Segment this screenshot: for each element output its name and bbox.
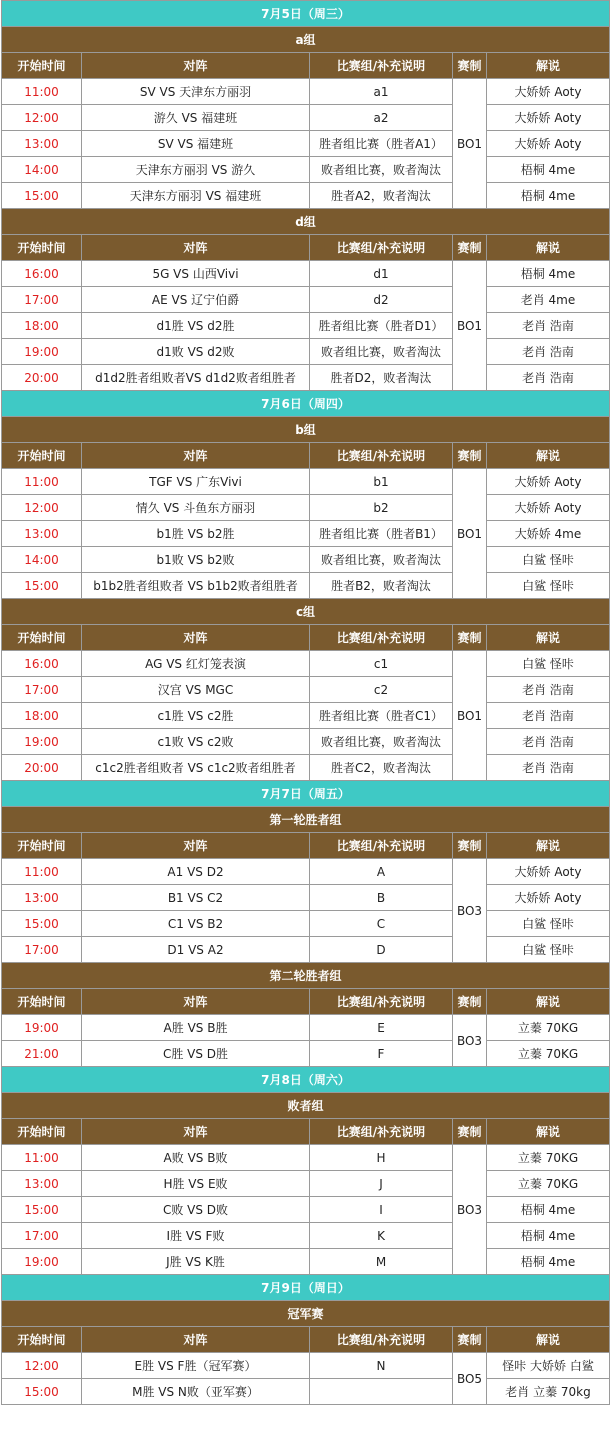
start-time: 18:00: [2, 313, 82, 339]
column-header-note: 比赛组/补充说明: [310, 443, 453, 469]
column-header-caster: 解说: [487, 1327, 610, 1353]
matchup: 汉宫 VS MGC: [82, 677, 310, 703]
table-row: [2, 1197, 610, 1223]
match-format: BO3: [453, 859, 487, 963]
column-header-note: 比赛组/补充说明: [310, 989, 453, 1015]
match-note: B: [310, 885, 453, 911]
casters: 老肖 浩南: [487, 729, 610, 755]
date-label: 7月8日（周六）: [2, 1067, 610, 1093]
column-header-match: 对阵: [82, 53, 310, 79]
casters: 白鲨 怪咔: [487, 651, 610, 677]
start-time: 15:00: [2, 1379, 82, 1405]
table-row: [2, 521, 610, 547]
casters: 梧桐 4me: [487, 261, 610, 287]
match-note: 胜者组比赛（胜者D1）: [310, 313, 453, 339]
column-header-format: 赛制: [453, 833, 487, 859]
group-row: [2, 599, 610, 625]
table-row: [2, 261, 610, 287]
column-header-row: [2, 833, 610, 859]
casters: 白鲨 怪咔: [487, 911, 610, 937]
start-time: 14:00: [2, 157, 82, 183]
matchup: C败 VS D败: [82, 1197, 310, 1223]
date-row: [2, 1, 610, 27]
date-row: [2, 1067, 610, 1093]
group-name: 第一轮胜者组: [2, 807, 610, 833]
column-header-note: 比赛组/补充说明: [310, 235, 453, 261]
match-note: c1: [310, 651, 453, 677]
table-row: [2, 287, 610, 313]
column-header-time: 开始时间: [2, 235, 82, 261]
start-time: 15:00: [2, 183, 82, 209]
start-time: 11:00: [2, 1145, 82, 1171]
match-note: 胜者C2，败者淘汰: [310, 755, 453, 781]
matchup: b1败 VS b2败: [82, 547, 310, 573]
table-row: [2, 573, 610, 599]
start-time: 16:00: [2, 261, 82, 287]
column-header-row: [2, 989, 610, 1015]
table-row: [2, 911, 610, 937]
start-time: 13:00: [2, 1171, 82, 1197]
table-row: [2, 651, 610, 677]
casters: 梧桐 4me: [487, 157, 610, 183]
casters: 大娇娇 Aoty: [487, 495, 610, 521]
group-name: 败者组: [2, 1093, 610, 1119]
table-row: [2, 183, 610, 209]
matchup: SV VS 天津东方丽羽: [82, 79, 310, 105]
match-note: I: [310, 1197, 453, 1223]
table-row: [2, 937, 610, 963]
column-header-match: 对阵: [82, 1119, 310, 1145]
casters: 老肖 浩南: [487, 677, 610, 703]
date-label: 7月7日（周五）: [2, 781, 610, 807]
column-header-match: 对阵: [82, 989, 310, 1015]
schedule-body: [2, 1, 610, 1405]
start-time: 19:00: [2, 1249, 82, 1275]
casters: 立蓁 70KG: [487, 1145, 610, 1171]
start-time: 17:00: [2, 937, 82, 963]
table-row: [2, 131, 610, 157]
column-header-match: 对阵: [82, 235, 310, 261]
table-row: [2, 157, 610, 183]
match-note: K: [310, 1223, 453, 1249]
column-header-time: 开始时间: [2, 1327, 82, 1353]
match-format: BO3: [453, 1015, 487, 1067]
start-time: 11:00: [2, 859, 82, 885]
column-header-match: 对阵: [82, 833, 310, 859]
start-time: 15:00: [2, 573, 82, 599]
column-header-time: 开始时间: [2, 833, 82, 859]
matchup: 情久 VS 斗鱼东方丽羽: [82, 495, 310, 521]
casters: 大娇娇 Aoty: [487, 859, 610, 885]
start-time: 17:00: [2, 677, 82, 703]
start-time: 19:00: [2, 1015, 82, 1041]
group-row: [2, 209, 610, 235]
match-note: 败者组比赛，败者淘汰: [310, 729, 453, 755]
casters: 怪咔 大娇娇 白鲨: [487, 1353, 610, 1379]
match-note: 败者组比赛，败者淘汰: [310, 547, 453, 573]
column-header-note: 比赛组/补充说明: [310, 625, 453, 651]
group-row: [2, 27, 610, 53]
matchup: J胜 VS K胜: [82, 1249, 310, 1275]
start-time: 17:00: [2, 1223, 82, 1249]
match-note: 胜者组比赛（胜者A1）: [310, 131, 453, 157]
start-time: 13:00: [2, 521, 82, 547]
casters: 老肖 浩南: [487, 365, 610, 391]
start-time: 14:00: [2, 547, 82, 573]
match-note: d1: [310, 261, 453, 287]
start-time: 13:00: [2, 885, 82, 911]
casters: 大娇娇 Aoty: [487, 79, 610, 105]
column-header-format: 赛制: [453, 1327, 487, 1353]
start-time: 11:00: [2, 469, 82, 495]
table-row: [2, 79, 610, 105]
group-name: d组: [2, 209, 610, 235]
matchup: 5G VS 山西Vivi: [82, 261, 310, 287]
table-row: [2, 547, 610, 573]
matchup: b1b2胜者组败者 VS b1b2败者组胜者: [82, 573, 310, 599]
column-header-time: 开始时间: [2, 443, 82, 469]
column-header-row: [2, 1119, 610, 1145]
casters: 梧桐 4me: [487, 183, 610, 209]
casters: 白鲨 怪咔: [487, 937, 610, 963]
match-note: d2: [310, 287, 453, 313]
start-time: 21:00: [2, 1041, 82, 1067]
match-note: a1: [310, 79, 453, 105]
column-header-time: 开始时间: [2, 989, 82, 1015]
column-header-row: [2, 53, 610, 79]
table-row: [2, 885, 610, 911]
group-name: b组: [2, 417, 610, 443]
group-name: 冠军赛: [2, 1301, 610, 1327]
start-time: 20:00: [2, 755, 82, 781]
matchup: B1 VS C2: [82, 885, 310, 911]
column-header-match: 对阵: [82, 625, 310, 651]
matchup: SV VS 福建班: [82, 131, 310, 157]
casters: 立蓁 70KG: [487, 1015, 610, 1041]
start-time: 12:00: [2, 1353, 82, 1379]
match-note: 胜者A2，败者淘汰: [310, 183, 453, 209]
match-note: 胜者组比赛（胜者B1）: [310, 521, 453, 547]
table-row: [2, 703, 610, 729]
matchup: d1d2胜者组败者VS d1d2败者组胜者: [82, 365, 310, 391]
column-header-caster: 解说: [487, 625, 610, 651]
match-note: D: [310, 937, 453, 963]
matchup: E胜 VS F胜（冠军赛）: [82, 1353, 310, 1379]
matchup: C胜 VS D胜: [82, 1041, 310, 1067]
column-header-match: 对阵: [82, 443, 310, 469]
column-header-row: [2, 443, 610, 469]
group-row: [2, 1093, 610, 1119]
column-header-note: 比赛组/补充说明: [310, 1119, 453, 1145]
casters: 大娇娇 Aoty: [487, 131, 610, 157]
match-note: b1: [310, 469, 453, 495]
matchup: AG VS 红灯笼表演: [82, 651, 310, 677]
table-row: [2, 313, 610, 339]
match-format: BO1: [453, 651, 487, 781]
table-row: [2, 365, 610, 391]
matchup: A1 VS D2: [82, 859, 310, 885]
column-header-note: 比赛组/补充说明: [310, 53, 453, 79]
group-row: [2, 807, 610, 833]
casters: 梧桐 4me: [487, 1197, 610, 1223]
table-row: [2, 1015, 610, 1041]
start-time: 19:00: [2, 729, 82, 755]
start-time: 16:00: [2, 651, 82, 677]
matchup: I胜 VS F败: [82, 1223, 310, 1249]
date-row: [2, 1275, 610, 1301]
date-label: 7月6日（周四）: [2, 391, 610, 417]
matchup: TGF VS 广东Vivi: [82, 469, 310, 495]
table-row: [2, 1171, 610, 1197]
column-header-caster: 解说: [487, 235, 610, 261]
matchup: d1败 VS d2败: [82, 339, 310, 365]
table-row: [2, 1041, 610, 1067]
casters: 老肖 浩南: [487, 339, 610, 365]
column-header-caster: 解说: [487, 1119, 610, 1145]
table-row: [2, 1353, 610, 1379]
table-row: [2, 469, 610, 495]
table-row: [2, 105, 610, 131]
casters: 老肖 立蓁 70kg: [487, 1379, 610, 1405]
match-note: [310, 1379, 453, 1405]
column-header-format: 赛制: [453, 443, 487, 469]
match-note: N: [310, 1353, 453, 1379]
column-header-row: [2, 625, 610, 651]
column-header-row: [2, 1327, 610, 1353]
column-header-time: 开始时间: [2, 625, 82, 651]
column-header-caster: 解说: [487, 989, 610, 1015]
matchup: M胜 VS N败（亚军赛）: [82, 1379, 310, 1405]
matchup: 天津东方丽羽 VS 游久: [82, 157, 310, 183]
column-header-caster: 解说: [487, 443, 610, 469]
table-row: [2, 495, 610, 521]
table-row: [2, 1379, 610, 1405]
date-label: 7月9日（周日）: [2, 1275, 610, 1301]
casters: 老肖 浩南: [487, 313, 610, 339]
match-note: 胜者B2，败者淘汰: [310, 573, 453, 599]
start-time: 17:00: [2, 287, 82, 313]
start-time: 19:00: [2, 339, 82, 365]
casters: 梧桐 4me: [487, 1223, 610, 1249]
group-row: [2, 1301, 610, 1327]
match-note: b2: [310, 495, 453, 521]
casters: 大娇娇 Aoty: [487, 469, 610, 495]
casters: 白鲨 怪咔: [487, 573, 610, 599]
matchup: c1败 VS c2败: [82, 729, 310, 755]
match-note: A: [310, 859, 453, 885]
column-header-match: 对阵: [82, 1327, 310, 1353]
match-note: H: [310, 1145, 453, 1171]
table-row: [2, 1223, 610, 1249]
casters: 白鲨 怪咔: [487, 547, 610, 573]
table-row: [2, 1249, 610, 1275]
matchup: C1 VS B2: [82, 911, 310, 937]
schedule-table: [1, 0, 610, 1405]
matchup: A胜 VS B胜: [82, 1015, 310, 1041]
start-time: 15:00: [2, 911, 82, 937]
column-header-format: 赛制: [453, 1119, 487, 1145]
casters: 老肖 浩南: [487, 703, 610, 729]
table-row: [2, 677, 610, 703]
casters: 老肖 浩南: [487, 755, 610, 781]
start-time: 12:00: [2, 105, 82, 131]
start-time: 18:00: [2, 703, 82, 729]
start-time: 11:00: [2, 79, 82, 105]
match-note: M: [310, 1249, 453, 1275]
group-name: 第二轮胜者组: [2, 963, 610, 989]
match-note: a2: [310, 105, 453, 131]
matchup: d1胜 VS d2胜: [82, 313, 310, 339]
match-format: BO1: [453, 261, 487, 391]
table-row: [2, 729, 610, 755]
date-row: [2, 781, 610, 807]
match-format: BO3: [453, 1145, 487, 1275]
match-note: 胜者D2，败者淘汰: [310, 365, 453, 391]
casters: 梧桐 4me: [487, 1249, 610, 1275]
column-header-caster: 解说: [487, 833, 610, 859]
column-header-format: 赛制: [453, 235, 487, 261]
matchup: A败 VS B败: [82, 1145, 310, 1171]
matchup: c1c2胜者组败者 VS c1c2败者组胜者: [82, 755, 310, 781]
matchup: b1胜 VS b2胜: [82, 521, 310, 547]
casters: 立蓁 70KG: [487, 1041, 610, 1067]
table-row: [2, 339, 610, 365]
table-row: [2, 1145, 610, 1171]
matchup: 天津东方丽羽 VS 福建班: [82, 183, 310, 209]
date-label: 7月5日（周三）: [2, 1, 610, 27]
column-header-format: 赛制: [453, 989, 487, 1015]
start-time: 13:00: [2, 131, 82, 157]
group-row: [2, 963, 610, 989]
casters: 立蓁 70KG: [487, 1171, 610, 1197]
match-note: J: [310, 1171, 453, 1197]
match-format: BO1: [453, 79, 487, 209]
matchup: H胜 VS E败: [82, 1171, 310, 1197]
casters: 大娇娇 Aoty: [487, 885, 610, 911]
casters: 老肖 4me: [487, 287, 610, 313]
casters: 大娇娇 4me: [487, 521, 610, 547]
match-note: C: [310, 911, 453, 937]
casters: 大娇娇 Aoty: [487, 105, 610, 131]
matchup: 游久 VS 福建班: [82, 105, 310, 131]
match-note: 败者组比赛，败者淘汰: [310, 339, 453, 365]
matchup: c1胜 VS c2胜: [82, 703, 310, 729]
column-header-format: 赛制: [453, 53, 487, 79]
column-header-row: [2, 235, 610, 261]
table-row: [2, 859, 610, 885]
match-format: BO5: [453, 1353, 487, 1405]
column-header-note: 比赛组/补充说明: [310, 1327, 453, 1353]
match-note: 胜者组比赛（胜者C1）: [310, 703, 453, 729]
group-name: a组: [2, 27, 610, 53]
match-note: F: [310, 1041, 453, 1067]
match-note: c2: [310, 677, 453, 703]
column-header-time: 开始时间: [2, 1119, 82, 1145]
start-time: 15:00: [2, 1197, 82, 1223]
group-name: c组: [2, 599, 610, 625]
matchup: D1 VS A2: [82, 937, 310, 963]
group-row: [2, 417, 610, 443]
match-note: 败者组比赛，败者淘汰: [310, 157, 453, 183]
column-header-time: 开始时间: [2, 53, 82, 79]
match-format: BO1: [453, 469, 487, 599]
matchup: AE VS 辽宁伯爵: [82, 287, 310, 313]
start-time: 20:00: [2, 365, 82, 391]
table-row: [2, 755, 610, 781]
match-note: E: [310, 1015, 453, 1041]
column-header-format: 赛制: [453, 625, 487, 651]
date-row: [2, 391, 610, 417]
column-header-caster: 解说: [487, 53, 610, 79]
column-header-note: 比赛组/补充说明: [310, 833, 453, 859]
start-time: 12:00: [2, 495, 82, 521]
